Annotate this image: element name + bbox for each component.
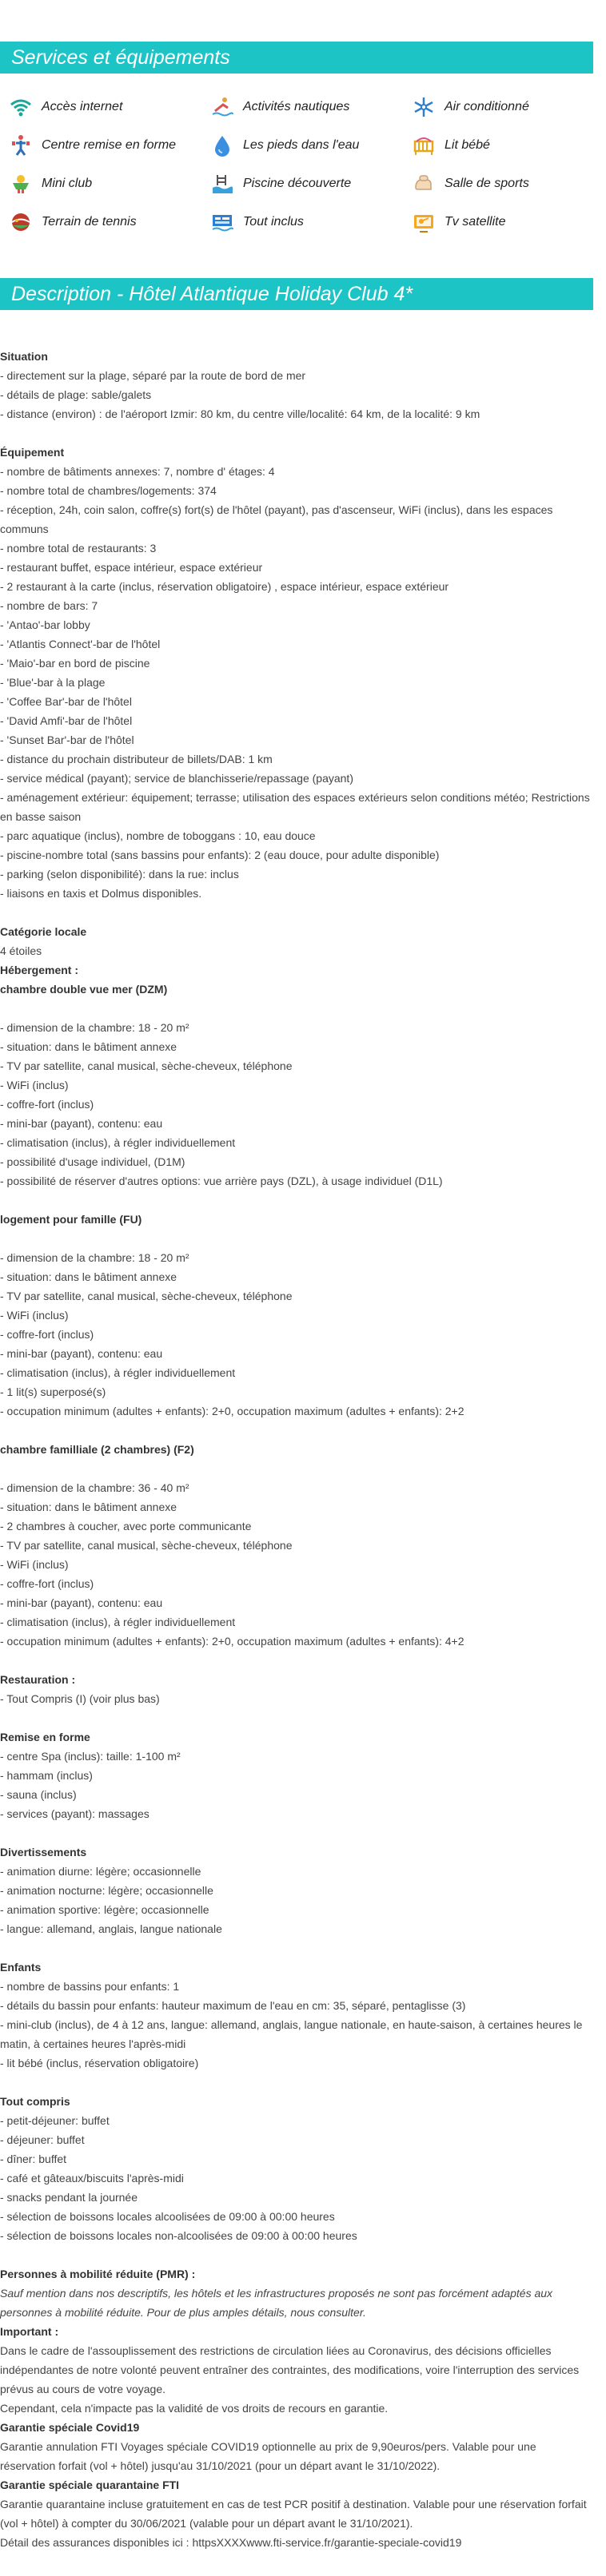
section-line: - 'Atlantis Connect'-bar de l'hôtel [0,638,161,650]
pool-icon [209,171,235,197]
section-line: - 1 lit(s) superposé(s) [0,1385,106,1398]
section-line: - détails du bassin pour enfants: hauteur maximum de l'eau en cm: 35, séparé, pentaglisse (3) [0,1999,466,2012]
section-heading: Remise en forme [0,1731,90,1743]
section-heading: Hébergement : [0,964,79,976]
service-item [403,165,593,203]
section-line: - centre Spa (inclus): taille: 1-100 m² [0,1750,181,1763]
section-line: - restaurant buffet, espace intérieur, espace extérieur [0,561,263,574]
section-line: - sélection de boissons locales non-alcoolisées de 09:00 à 00:00 heures [0,2229,357,2242]
all-inclusive-icon [209,209,235,235]
section-line: - liaisons en taxis et Dolmus disponibles. [0,887,202,900]
footer-line: Cependant, cela n'impacte pas la validité de vos droits de recours en garantie. [0,2402,389,2415]
section-line: - WiFi (inclus) [0,1558,69,1571]
section-line: - petit-déjeuner: buffet [0,2114,110,2127]
section-line: - possibilité de réserver d'autres options: vue arrière pays (DZL), à usage individuel (D1L) [0,1175,443,1187]
section-heading: Restauration : [0,1673,76,1686]
description-section [0,1843,593,1938]
description-section [0,1727,593,1823]
service-item [201,126,403,165]
description-footer [0,2264,593,2552]
section-heading: Équipement [0,446,65,459]
section-line: - 'Blue'-bar à la plage [0,676,106,689]
service-item [201,165,403,203]
services-grid [0,88,593,241]
section-line: - occupation minimum (adultes + enfants): 2+0, occupation maximum (adultes + enfants): 2+2 [0,1405,464,1417]
water-drop-icon [209,133,235,158]
section-line: - 2 restaurant à la carte (inclus, réservation obligatoire) , espace intérieur, espace extérieur [0,580,449,593]
section-line: - parc aquatique (inclus), nombre de toboggans : 10, eau douce [0,829,316,842]
section-line: - WiFi (inclus) [0,1079,69,1091]
description-section [0,347,593,423]
description-section [0,922,593,960]
baby-cot-icon [411,133,437,158]
section-line: - TV par satellite, canal musical, sèche-cheveux, téléphone [0,1290,293,1302]
section-line: - TV par satellite, canal musical, sèche-cheveux, téléphone [0,1059,293,1072]
description-section [0,2092,593,2245]
service-item [0,88,201,126]
spacer [0,999,593,1018]
section-heading: Tout compris [0,2095,70,2108]
services-banner: Services et équipements [0,42,593,74]
service-item [0,165,201,203]
section-line: - TV par satellite, canal musical, sèche-cheveux, téléphone [0,1539,293,1552]
section-line: - nombre total de restaurants: 3 [0,542,157,555]
section-line: - 'Antao'-bar lobby [0,618,90,631]
service-label: Lit bébé [445,138,490,152]
footer-line: Garantie spéciale Covid19 [0,2421,140,2434]
section-line: - situation: dans le bâtiment annexe [0,1040,177,1053]
service-label: Mini club [42,177,93,190]
description-section [0,1440,593,1651]
section-line: - directement sur la plage, séparé par la route de bord de mer [0,369,306,382]
service-label: Air conditionné [445,100,529,113]
section-line: - mini-club (inclus), de 4 à 12 ans, langue: allemand, anglais, langue nationale, en haute-saison, à certaines heures le matin, à certaines heures l'après-midi [0,2018,583,2050]
section-line: - sauna (inclus) [0,1788,77,1801]
service-label: Terrain de tennis [42,215,137,229]
section-line: 4 étoiles [0,944,42,957]
service-label: Tout inclus [243,215,304,229]
section-line: - sélection de boissons locales alcoolisées de 09:00 à 00:00 heures [0,2210,335,2223]
section-line: - lit bébé (inclus, réservation obligatoire) [0,2057,199,2069]
section-line: - nombre de bars: 7 [0,599,98,612]
wifi-icon [8,94,34,120]
section-line: - piscine-nombre total (sans bassins pour enfants): 2 (eau douce, pour adulte disponible) [0,849,440,861]
section-line: - situation: dans le bâtiment annexe [0,1270,177,1283]
tennis-icon [8,209,34,235]
section-line: - situation: dans le bâtiment annexe [0,1501,177,1513]
section-line: - climatisation (inclus), à régler individuellement [0,1616,236,1628]
section-line: - service médical (payant); service de blanchisserie/repassage (payant) [0,772,353,785]
description-section [0,1210,593,1421]
section-heading: Situation [0,350,48,363]
section-line: - coffre-fort (inclus) [0,1098,94,1111]
description-banner: Description - Hôtel Atlantique Holiday Club 4* [0,278,593,310]
section-line: - animation nocturne: légère; occasionnelle [0,1884,213,1897]
section-line: - distance du prochain distributeur de billets/DAB: 1 km [0,753,273,765]
service-label: Les pieds dans l'eau [243,138,360,152]
service-label: Piscine découverte [243,177,352,190]
section-line: - café et gâteaux/biscuits l'après-midi [0,2172,184,2184]
footer-line: Personnes à mobilité réduite (PMR) : [0,2268,196,2280]
section-line: - nombre de bassins pour enfants: 1 [0,1980,180,1993]
service-item [0,203,201,241]
section-line: - dîner: buffet [0,2153,67,2165]
section-line: - 'Sunset Bar'-bar de l'hôtel [0,733,134,746]
section-heading: Catégorie locale [0,925,87,938]
section-line: - snacks pendant la journée [0,2191,138,2204]
section-line: - 'Maio'-bar en bord de piscine [0,657,150,670]
footer-line: Garantie spéciale quarantaine FTI [0,2479,180,2491]
water-sports-icon [209,94,235,120]
section-line: - hammam (inclus) [0,1769,93,1782]
section-heading: Divertissements [0,1846,87,1858]
footer-line: Important : [0,2325,59,2338]
section-line: - animation sportive: légère; occasionnelle [0,1903,209,1916]
section-line: - climatisation (inclus), à régler individuellement [0,1366,236,1379]
section-line: - parking (selon disponibilité): dans la rue: inclus [0,868,239,881]
fitness-icon [8,133,34,158]
section-line: - 'Coffee Bar'-bar de l'hôtel [0,695,132,708]
service-item [403,88,593,126]
section-line: - nombre de bâtiments annexes: 7, nombre d' étages: 4 [0,465,275,478]
section-heading: Enfants [0,1961,42,1974]
section-line: - 'David Amfi'-bar de l'hôtel [0,714,133,727]
section-line: - mini-bar (payant), contenu: eau [0,1117,163,1130]
section-line: - mini-bar (payant), contenu: eau [0,1596,163,1609]
footer-line: Dans le cadre de l'assouplissement des restrictions de circulation liées au Coronavirus, des décisions officielles indépendantes de notre volonté peuvent entraîner des contraintes, des modifications, voire l'interruption des services prévus au cours de votre voyage. [0,2344,580,2395]
mini-club-icon [8,171,34,197]
section-line: - aménagement extérieur: équipement; terrasse; utilisation des espaces extérieurs selon conditions météo; Restrictions en basse saison [0,791,590,823]
section-line: - réception, 24h, coin salon, coffre(s) fort(s) de l'hôtel (payant), pas d'ascenseur, WiFi (inclus), dans les espaces communs [0,503,553,535]
description-section [0,1670,593,1708]
section-line: - mini-bar (payant), contenu: eau [0,1347,163,1360]
description-content [0,347,593,2245]
spacer [0,1229,593,1248]
tv-icon [411,209,437,235]
service-item [403,126,593,165]
service-item [403,203,593,241]
service-label: Tv satellite [445,215,506,229]
footer-line: Garantie quarantaine incluse gratuitement en cas de test PCR positif à destination. Valable pour une réservation forfait (vol + hôtel) à compter du 30/06/2021 (valable pour un départ avant le 31/10/2021). [0,2498,587,2530]
section-line: - dimension de la chambre: 36 - 40 m² [0,1481,189,1494]
section-line: - distance (environ) : de l'aéroport Izmir: 80 km, du centre ville/localité: 64 km, de la localité: 9 km [0,407,480,420]
footer-line: Garantie annulation FTI Voyages spéciale COVID19 optionnelle au prix de 9,90euros/pers. Valable pour une réservation forfait (vol + hôtel) jusqu'au 31/10/2021 (pour un départ avant le 31/10/2022). [0,2440,536,2472]
description-section [0,443,593,903]
service-item [201,88,403,126]
service-label: Activités nautiques [243,100,350,113]
service-label: Salle de sports [445,177,529,190]
section-line: - déjeuner: buffet [0,2133,85,2146]
section-line: - détails de plage: sable/galets [0,388,152,401]
section-line: - coffre-fort (inclus) [0,1328,94,1341]
footer-line: Détail des assurances disponibles ici : httpsXXXXwww.fti-service.fr/garantie-speciale-covid19 [0,2536,462,2549]
section-line: - occupation minimum (adultes + enfants): 2+0, occupation maximum (adultes + enfants): 4+2 [0,1635,464,1648]
section-line: - animation diurne: légère; occasionnelle [0,1865,201,1878]
service-label: Centre remise en forme [42,138,177,152]
section-line: - WiFi (inclus) [0,1309,69,1322]
section-heading: chambre double vue mer (DZM) [0,983,168,996]
section-heading: logement pour famille (FU) [0,1213,142,1226]
air-conditioning-icon [411,94,437,120]
section-heading: chambre familliale (2 chambres) (F2) [0,1443,194,1456]
section-line: - services (payant): massages [0,1807,150,1820]
section-line: - coffre-fort (inclus) [0,1577,94,1590]
service-label: Accès internet [42,100,123,113]
page [0,42,600,2552]
spacer [0,1459,593,1478]
service-item [0,126,201,165]
description-section [0,980,593,1191]
sports-room-icon [411,171,437,197]
section-line: - Tout Compris (I) (voir plus bas) [0,1692,160,1705]
service-item [201,203,403,241]
footer-line: Sauf mention dans nos descriptifs, les hôtels et les infrastructures proposés ne sont pas forcément adaptés aux personnes à mobilité réduite. Pour de plus amples détails, nous consulter. [0,2287,553,2319]
description-section [0,1958,593,2073]
section-line: - nombre total de chambres/logements: 374 [0,484,217,497]
section-line: - 2 chambres à coucher, avec porte communicante [0,1520,252,1532]
description-section [0,960,593,980]
section-line: - langue: allemand, anglais, langue nationale [0,1922,222,1935]
section-line: - dimension de la chambre: 18 - 20 m² [0,1251,189,1264]
section-line: - dimension de la chambre: 18 - 20 m² [0,1021,189,1034]
section-line: - possibilité d'usage individuel, (D1M) [0,1155,185,1168]
section-line: - climatisation (inclus), à régler individuellement [0,1136,236,1149]
